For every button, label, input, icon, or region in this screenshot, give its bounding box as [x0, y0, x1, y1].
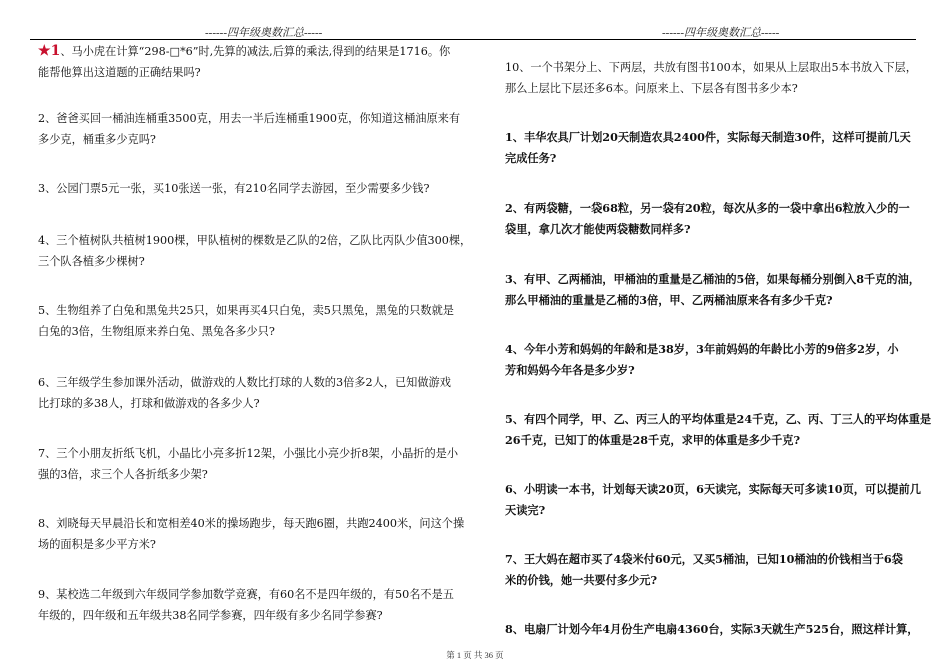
question-line: 那么甲桶油的重量是乙桶的3倍，甲、乙两桶油原来各有多少千克?: [505, 293, 833, 307]
question-line: 三个队各植多少棵树?: [38, 255, 145, 268]
question-left-7: [38, 443, 470, 485]
question-line: 10、一个书架分上、下两层，共放有图书100本，如果从上层取出5本书放入下层，: [505, 61, 917, 74]
question-line: 那么上层比下层还多6本。问原来上、下层各有图书多少本?: [505, 82, 798, 95]
question-line: 9、某校选二年级到六年级同学参加数学竞赛，有60名不是四年级的，有50名不是五: [38, 588, 454, 601]
question-line: 年级的，四年级和五年级共38名同学参赛，四年级有多少名同学参赛?: [38, 609, 383, 622]
question-left-9: [38, 584, 470, 626]
question-line: 5、有四个同学，甲、乙、丙三人的平均体重是24千克，乙、丙、丁三人的平均体重是: [505, 412, 932, 426]
question-left-4: [38, 230, 470, 272]
star-icon: ★: [38, 43, 51, 59]
question-line: 2、有两袋糖，一袋68粒，另一袋有20粒，每次从多的一袋中拿出6粒放入少的一: [505, 201, 910, 215]
question-right-10: [505, 57, 915, 99]
header-rule: [30, 39, 916, 40]
question-line: 场的面积是多少平方米?: [38, 538, 156, 551]
question-line: 5、生物组养了白兔和黑兔共25只，如果再买4只白兔，卖5只黑兔，黑兔的只数就是: [38, 304, 454, 317]
page-footer: 第 1 页 共 36 页: [446, 650, 504, 660]
question-line: 能帮他算出这道题的正确结果吗?: [38, 66, 201, 79]
question-line: 6、小明读一本书，计划每天读20页，6天读完，实际每天可多读10页，可以提前几: [505, 482, 921, 496]
question-line: 袋里，拿几次才能使两袋糖数同样多?: [505, 222, 691, 236]
question-line: 8、电扇厂计划今年4月份生产电扇4360台，实际3天就生产525台，照这样计算，: [505, 622, 919, 636]
question-right-8: [505, 619, 919, 640]
question-right-7: [505, 549, 915, 591]
question-right-2: [505, 198, 915, 240]
header-right-title: ------四年级奥数汇总-----: [662, 27, 780, 39]
question-line: 4、三个植树队共植树1900棵，甲队植树的棵数是乙队的2倍，乙队比丙队少值300棵，: [38, 234, 472, 247]
question-right-1: [505, 127, 915, 169]
question-left-2: [38, 108, 470, 150]
question-right-3: [505, 269, 920, 311]
question-line: 1、丰华农具厂计划20天制造农具2400件，实际每天制造30件，这样可提前几天: [505, 130, 911, 144]
question-line: ★1、马小虎在计算“298-□*6”时,先算的减法,后算的乘法,得到的结果是1716。你: [38, 43, 451, 59]
question-line: 6、三年级学生参加课外活动，做游戏的人数比打球的人数的3倍多2人，已知做游戏: [38, 376, 451, 389]
question-line: 26千克，已知丁的体重是28千克，求甲的体重是多少千克?: [505, 433, 801, 447]
question-line: 比打球的多38人，打球和做游戏的各多少人?: [38, 397, 260, 410]
question-number: 1: [50, 43, 61, 59]
question-line: 4、今年小芳和妈妈的年龄和是38岁，3年前妈妈的年龄比小芳的9倍多2岁，小: [505, 342, 899, 356]
question-line: 完成任务?: [505, 151, 557, 165]
question-line: 多少克，桶重多少克吗?: [38, 133, 156, 146]
question-line: 芳和妈妈今年各是多少岁?: [505, 363, 635, 377]
question-right-6: [505, 479, 921, 521]
question-line: 3、公园门票5元一张，买10张送一张，有210名同学去游园，至少需要多少钱?: [38, 182, 430, 195]
question-left-6: [38, 372, 470, 414]
question-line: 天读完?: [505, 503, 546, 517]
question-right-4: [505, 339, 915, 381]
question-line: 3、有甲、乙两桶油，甲桶油的重量是乙桶油的5倍，如果每桶分别倒入8千克的油，: [505, 272, 920, 286]
question-line: 2、爸爸买回一桶油连桶重3500克，用去一半后连桶重1900克，你知道这桶油原来有: [38, 112, 461, 125]
question-left-3: [38, 178, 470, 199]
question-right-5: [505, 409, 932, 451]
question-line: 强的3倍，求三个人各折纸多少架?: [38, 468, 208, 481]
question-left-5: [38, 300, 470, 342]
header-left-title: ------四年级奥数汇总-----: [205, 27, 323, 39]
question-line: 白兔的3倍，生物组原来养白兔、黑兔各多少只?: [38, 325, 275, 338]
question-line: 7、王大妈在超市买了4袋米付60元，又买5桶油，已知10桶油的价钱相当于6袋: [505, 552, 903, 566]
question-left-8: [38, 513, 470, 555]
question-line: 8、刘晓每天早晨沿长和宽相差40米的操场跑步，每天跑6圈，共跑2400米，问这个操: [38, 517, 465, 530]
question-line: 米的价钱，她一共要付多少元?: [505, 573, 657, 587]
question-line: 7、三个小朋友折纸飞机，小晶比小亮多折12架，小强比小亮少折8架，小晶折的是小: [38, 447, 459, 460]
question-left-1: [38, 41, 470, 83]
